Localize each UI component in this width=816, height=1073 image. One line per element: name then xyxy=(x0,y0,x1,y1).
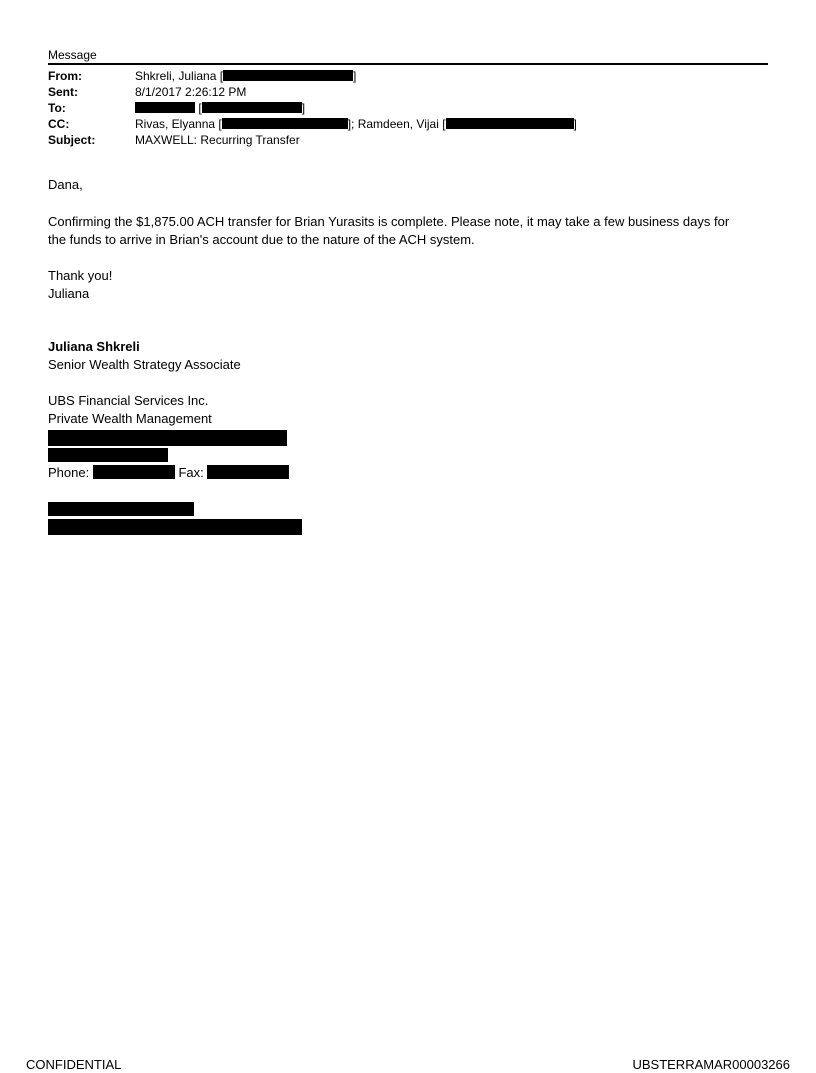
body-line-1: Confirming the $1,875.00 ACH transfer for Brian Yurasits is complete. Please note, it may take a few business days for xyxy=(48,214,730,229)
signature-name: Juliana Shkreli xyxy=(48,339,140,354)
cc-label: CC: xyxy=(48,117,70,131)
cc-value: Rivas, Elyanna [ ]; Ramdeen, Vijai [ ] xyxy=(135,117,577,131)
redaction-fax xyxy=(207,465,289,479)
footer-confidential: CONFIDENTIAL xyxy=(26,1057,122,1072)
redaction xyxy=(223,70,353,81)
greeting: Dana, xyxy=(48,177,83,192)
fax-label: Fax: xyxy=(178,465,204,480)
sent-value: 8/1/2017 2:26:12 PM xyxy=(135,85,247,99)
thanks: Thank you! xyxy=(48,268,113,283)
subject-label: Subject: xyxy=(48,133,96,147)
subject-value: MAXWELL: Recurring Transfer xyxy=(135,133,300,147)
phone-label: Phone: xyxy=(48,465,90,480)
message-label: Message xyxy=(48,48,97,62)
redaction xyxy=(222,118,348,129)
to-label: To: xyxy=(48,101,66,115)
redaction-address-1 xyxy=(48,430,287,446)
body-line-2: the funds to arrive in Brian's account due to the nature of the ACH system. xyxy=(48,232,475,247)
redaction xyxy=(202,102,302,113)
redaction-email xyxy=(48,502,194,516)
to-value: [ ] xyxy=(135,100,305,116)
signature-company: UBS Financial Services Inc. xyxy=(48,393,209,408)
redaction xyxy=(446,118,574,129)
redaction-phone xyxy=(93,465,175,479)
redaction-address-2 xyxy=(48,448,168,462)
signature-title: Senior Wealth Strategy Associate xyxy=(48,357,241,372)
redaction xyxy=(135,102,195,113)
header-rule xyxy=(48,63,768,65)
from-value: Shkreli, Juliana [ ] xyxy=(135,69,357,83)
footer-bates-number: UBSTERRAMAR00003266 xyxy=(632,1057,790,1072)
signature-division: Private Wealth Management xyxy=(48,411,212,426)
phone-fax-line xyxy=(48,464,289,482)
from-label: From: xyxy=(48,69,82,83)
sent-label: Sent: xyxy=(48,85,78,99)
signoff: Juliana xyxy=(48,286,90,301)
redaction-url xyxy=(48,519,302,535)
